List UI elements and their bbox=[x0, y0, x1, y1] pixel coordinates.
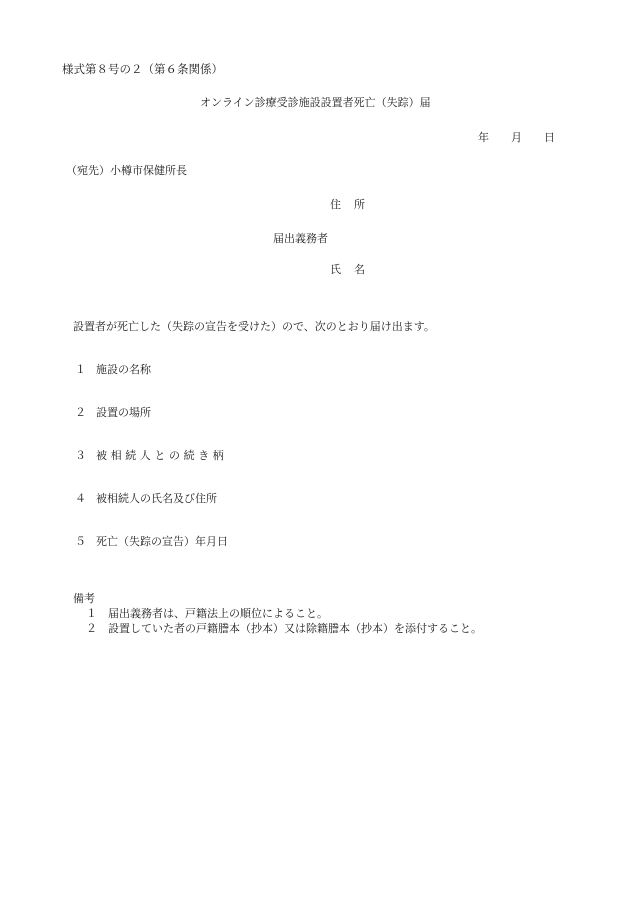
remark-text: 設置していた者の戸籍謄本（抄本）又は除籍謄本（抄本）を添付すること。 bbox=[108, 622, 482, 635]
form-number: 様式第８号の２（第６条関係） bbox=[62, 62, 223, 76]
date-day-label: 日 bbox=[544, 131, 555, 144]
item-number: ４ bbox=[75, 492, 86, 505]
item-number: ２ bbox=[75, 406, 86, 419]
remark-number: ２ bbox=[86, 622, 97, 635]
remark-note bbox=[86, 607, 328, 620]
date-month-label: 月 bbox=[511, 131, 522, 144]
remarks-heading: 備考 bbox=[73, 592, 95, 605]
item-label: 死亡（失踪の宣告）年月日 bbox=[96, 535, 228, 548]
item-number: ３ bbox=[75, 449, 86, 462]
list-item bbox=[75, 535, 228, 548]
list-item bbox=[75, 363, 151, 376]
notification-statement: 設置者が死亡した（失踪の宣告を受けた）ので、次のとおり届け出ます。 bbox=[73, 320, 435, 333]
document-title: オンライン診療受診施設設置者死亡（失踪）届 bbox=[200, 96, 431, 109]
item-label: 設置の場所 bbox=[96, 406, 151, 419]
remark-text: 届出義務者は、戸籍法上の順位によること。 bbox=[108, 607, 328, 620]
date-line bbox=[478, 131, 555, 144]
list-item bbox=[75, 449, 227, 462]
address-label: 住 所 bbox=[330, 198, 366, 211]
item-number: １ bbox=[75, 363, 86, 376]
remark-number: １ bbox=[86, 607, 97, 620]
list-item bbox=[75, 492, 217, 505]
date-year-label: 年 bbox=[478, 131, 489, 144]
item-label: 被相続人の氏名及び住所 bbox=[96, 492, 217, 505]
addressee: （宛先）小樽市保健所長 bbox=[66, 164, 187, 177]
item-number: ５ bbox=[75, 535, 86, 548]
remark-note bbox=[86, 622, 482, 635]
notifier-role-label: 届出義務者 bbox=[273, 232, 328, 245]
item-label: 被相続人との続き柄 bbox=[96, 449, 228, 462]
name-label: 氏 名 bbox=[330, 263, 366, 276]
item-label: 施設の名称 bbox=[96, 363, 151, 376]
list-item bbox=[75, 406, 151, 419]
